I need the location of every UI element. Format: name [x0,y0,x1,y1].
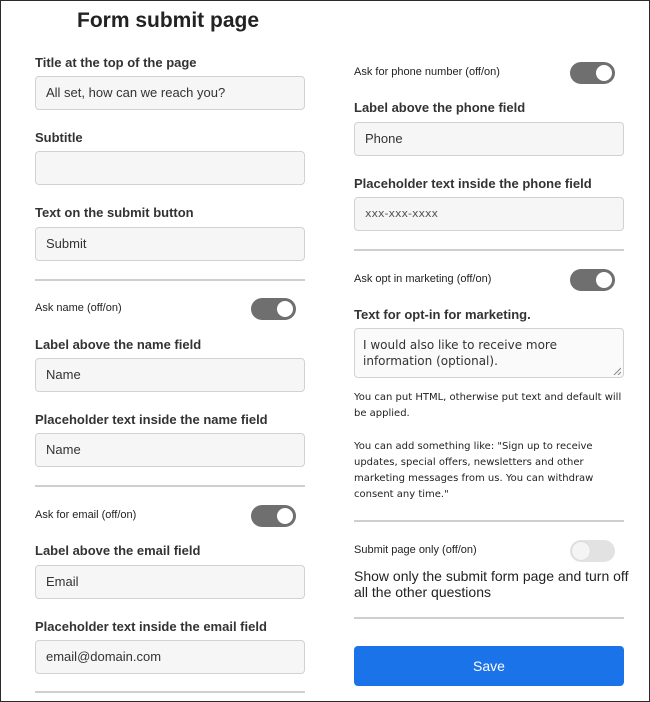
email-placeholder-field-label: Placeholder text inside the email field [35,619,267,634]
divider [354,617,624,619]
divider [35,691,305,693]
optin-example-text: You can add something like: "Sign up to receive updates, special offers, newsletters and other marketing messages from us. You can withdraw consent any time." [354,441,594,500]
submit-only-toggle[interactable] [570,540,615,562]
email-placeholder-input[interactable]: email@domain.com [35,640,305,674]
email-label-input[interactable]: Email [35,565,305,599]
name-placeholder-input[interactable]: Name [35,433,305,467]
submit-only-toggle-label: Submit page only (off/on) [354,544,477,556]
divider [354,249,624,251]
submit-text-input[interactable]: Submit [35,227,305,261]
optin-text-field-label: Text for opt-in for marketing. [354,307,531,322]
toggle-knob [572,542,590,560]
subtitle-field-label: Subtitle [35,130,83,145]
save-button[interactable]: Save [354,646,624,686]
ask-optin-toggle-label: Ask opt in marketing (off/on) [354,273,492,285]
optin-text-textarea[interactable] [354,328,624,378]
name-placeholder-field-label: Placeholder text inside the name field [35,412,268,427]
title-input[interactable]: All set, how can we reach you? [35,76,305,110]
subtitle-input[interactable] [35,151,305,185]
phone-placeholder-field-label: Placeholder text inside the phone field [354,176,592,191]
phone-label-input[interactable]: Phone [354,122,624,156]
optin-help-text: You can put HTML, otherwise put text and default will be applied. [354,392,622,419]
email-label-field-label: Label above the email field [35,543,201,558]
page-title: Form submit page [77,9,260,32]
optin-text-value: I would also like to receive more information (optional). [363,338,557,368]
toggle-knob [596,65,612,81]
phone-label-field-label: Label above the phone field [354,100,526,115]
resize-handle-icon[interactable] [613,367,621,375]
ask-phone-toggle-label: Ask for phone number (off/on) [354,66,500,78]
divider [35,485,305,487]
name-label-input[interactable]: Name [35,358,305,392]
ask-optin-toggle[interactable] [570,269,615,291]
ask-name-toggle[interactable] [251,298,296,320]
divider [35,279,305,281]
ask-name-toggle-label: Ask name (off/on) [35,302,122,314]
toggle-knob [277,301,293,317]
submit-text-field-label: Text on the submit button [35,205,194,220]
phone-placeholder-input[interactable]: xxx-xxx-xxxx [354,197,624,231]
ask-email-toggle-label: Ask for email (off/on) [35,509,137,521]
toggle-knob [277,508,293,524]
toggle-knob [596,272,612,288]
ask-phone-toggle[interactable] [570,62,615,84]
title-field-label: Title at the top of the page [35,55,197,70]
divider [354,520,624,522]
ask-email-toggle[interactable] [251,505,296,527]
name-label-field-label: Label above the name field [35,337,202,352]
submit-only-description: Show only the submit form page and turn off all the other questions [354,568,629,600]
